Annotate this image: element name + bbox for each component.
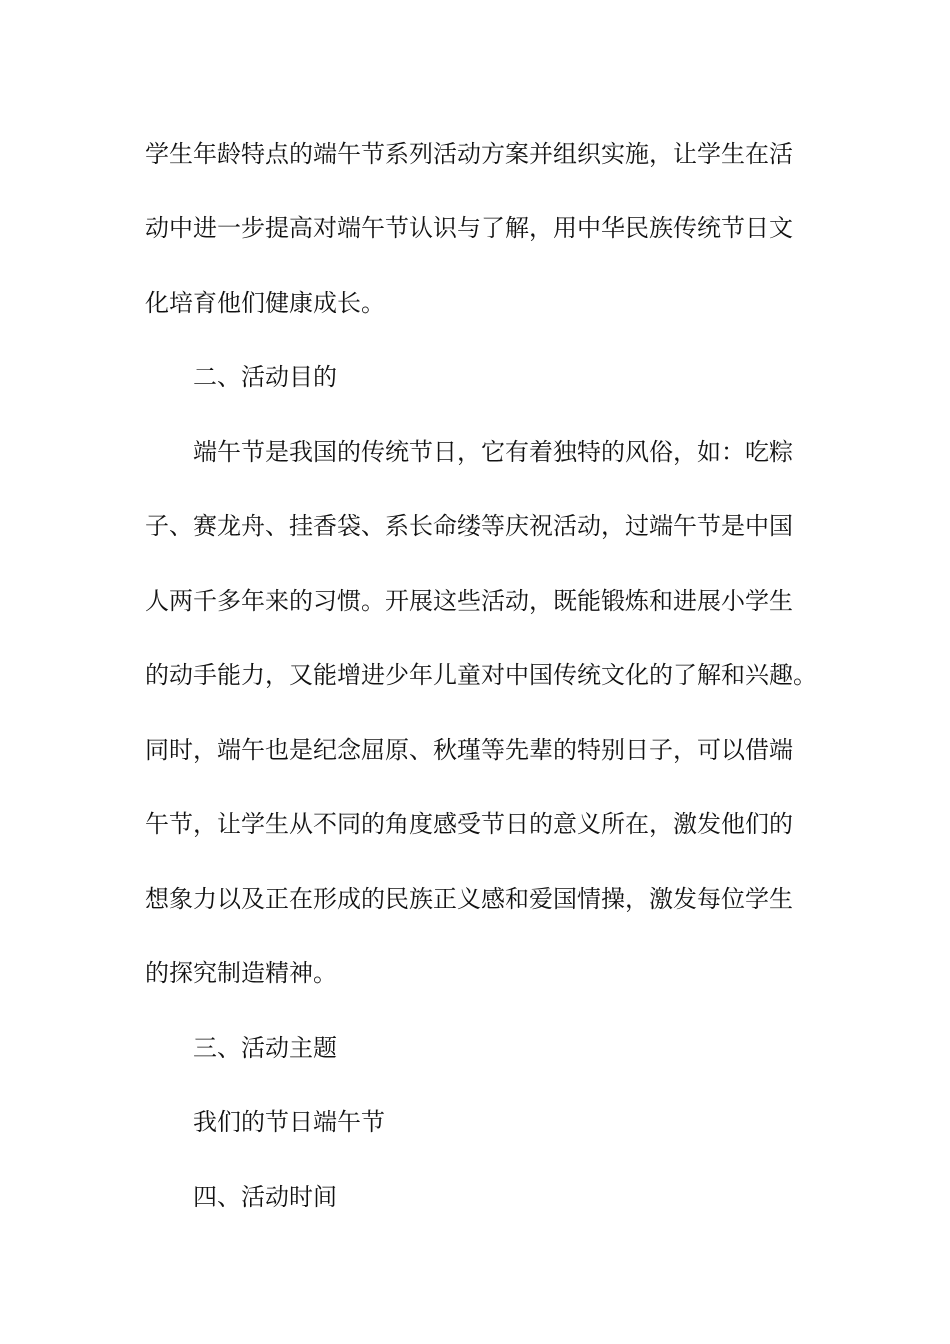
paragraph-line: 动中进一步提高对端午节认识与了解，用中华民族传统节日文 [145, 214, 793, 242]
paragraph-line: 人两千多年来的习惯。开展这些活动，既能锻炼和进展小学生 [145, 587, 793, 615]
theme-text: 我们的节日端午节 [193, 1108, 385, 1136]
paragraph-line: 的探究制造精神。 [145, 959, 337, 987]
paragraph-line: 想象力以及正在形成的民族正义感和爱国情操，激发每位学生 [145, 885, 793, 913]
section-heading-theme: 三、活动主题 [193, 1034, 337, 1062]
section-heading-purpose: 二、活动目的 [193, 363, 337, 391]
section-heading-time: 四、活动时间 [193, 1183, 337, 1211]
paragraph-line: 的动手能力，又能增进少年儿童对中国传统文化的了解和兴趣。 [145, 661, 817, 689]
paragraph-line: 同时，端午也是纪念屈原、秋瑾等先辈的特别日子，可以借端 [145, 736, 793, 764]
paragraph-line: 学生年龄特点的端午节系列活动方案并组织实施，让学生在活 [145, 140, 793, 168]
paragraph-line: 化培育他们健康成长。 [145, 289, 385, 317]
paragraph-line: 端午节是我国的传统节日，它有着独特的风俗，如：吃粽 [193, 438, 793, 466]
paragraph-line: 子、赛龙舟、挂香袋、系长命缕等庆祝活动，过端午节是中国 [145, 512, 793, 540]
paragraph-line: 午节，让学生从不同的角度感受节日的意义所在，激发他们的 [145, 810, 793, 838]
